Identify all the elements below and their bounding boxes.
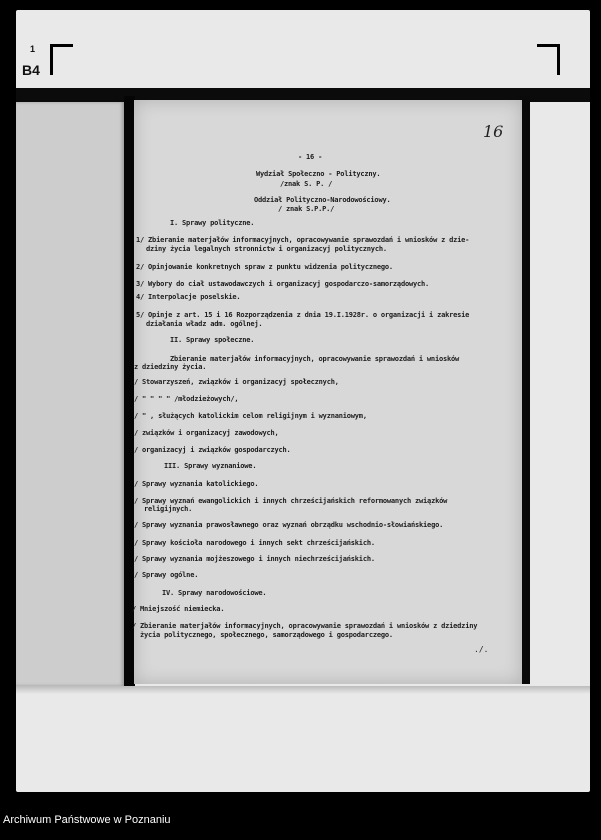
section-heading: III. Sprawy wyznaniowe.: [164, 462, 257, 470]
list-item: Zbieranie materjałów informacyjnych, opracowywanie sprawozdań i wniosków: [170, 355, 460, 363]
list-item: / " , służących katolickim celom religijnym i wyznaniowym,: [134, 412, 367, 420]
division-code: / znak S.P.P./: [278, 205, 335, 213]
list-item: / Sprawy wyznania katolickiego.: [134, 480, 259, 488]
list-item: 5/ Opinje z art. 15 i 16 Rozporządzenia z dnia 19.I.1928r. o organizacji i zakresie: [136, 311, 470, 319]
crop-mark-right: [537, 44, 560, 75]
list-item: / " " " " /młodzieżowych/,: [134, 395, 239, 403]
list-item: / związków i organizacyj zawodowych,: [134, 429, 279, 437]
division-title: Oddział Polityczno-Narodowościowy.: [254, 196, 391, 204]
archive-tag-main: B4: [22, 62, 40, 78]
list-item: religijnych.: [144, 505, 193, 513]
list-item: / Sprawy kościoła narodowego i innych sekt chrześcijańskich.: [134, 539, 375, 547]
section-heading: IV. Sprawy narodowościowe.: [162, 589, 267, 597]
list-item: / Sprawy wyznań ewangolickich i innych chrześcijańskich reformowanych związków: [134, 497, 448, 505]
section-heading: II. Sprawy społeczne.: [170, 336, 255, 344]
archive-label: Archiwum Państwowe w Poznaniu: [3, 814, 171, 826]
left-page: [16, 102, 124, 686]
list-item: / Mniejszość niemiecka.: [132, 605, 225, 613]
list-item: z dziedziny życia.: [134, 363, 207, 371]
list-item: 2/ Opinjowanie konkretnych spraw z punktu widzenia politycznego.: [136, 263, 393, 271]
handwritten-page-number: 16: [483, 122, 504, 141]
list-item: 4/ Interpolacje poselskie.: [136, 293, 241, 301]
list-item: / Zbieranie materjałów informacyjnych, opracowywanie sprawozdań i wniosków z dziedziny: [132, 622, 478, 630]
page-header: - 16 -: [298, 153, 323, 161]
list-item: / Sprawy ogólne.: [134, 571, 199, 579]
list-item: dziny życia legalnych stronnictw i organizacyj politycznych.: [146, 245, 387, 253]
list-item: 1/ Zbieranie materjałów informacyjnych, opracowywanie sprawozdań i wniosków z dzie-: [136, 236, 470, 244]
list-item: życia politycznego, społecznego, samorządowego i gospodarczego.: [140, 631, 393, 639]
list-item: 3/ Wybory do ciał ustawodawczych i organizacyj gospodarczo-samorządowych.: [136, 280, 430, 288]
archive-tag-top: 1: [30, 44, 36, 54]
list-item: / Stowarzyszeń, związków i organizacyj społecznych,: [134, 378, 339, 386]
list-item: / Sprawy wyznania mojżeszowego i innych niechrześcijańskich.: [134, 555, 375, 563]
scan-bottom-shade: [16, 686, 590, 694]
list-item: / Sprawy wyznania prawosławnego oraz wyznań obrządku wschodnio-słowiańskiego.: [134, 521, 444, 529]
list-item: / organizacyj i związków gospodarczych.: [134, 446, 291, 454]
department-title: Wydział Społeczno - Polityczny.: [256, 170, 381, 178]
department-code: /znak S. P. /: [280, 180, 333, 188]
crop-mark-left: [50, 44, 73, 75]
list-item: działania władz adm. ogólnej.: [146, 320, 263, 328]
end-mark: ./.: [474, 645, 489, 654]
section-heading: I. Sprawy polityczne.: [170, 219, 255, 227]
